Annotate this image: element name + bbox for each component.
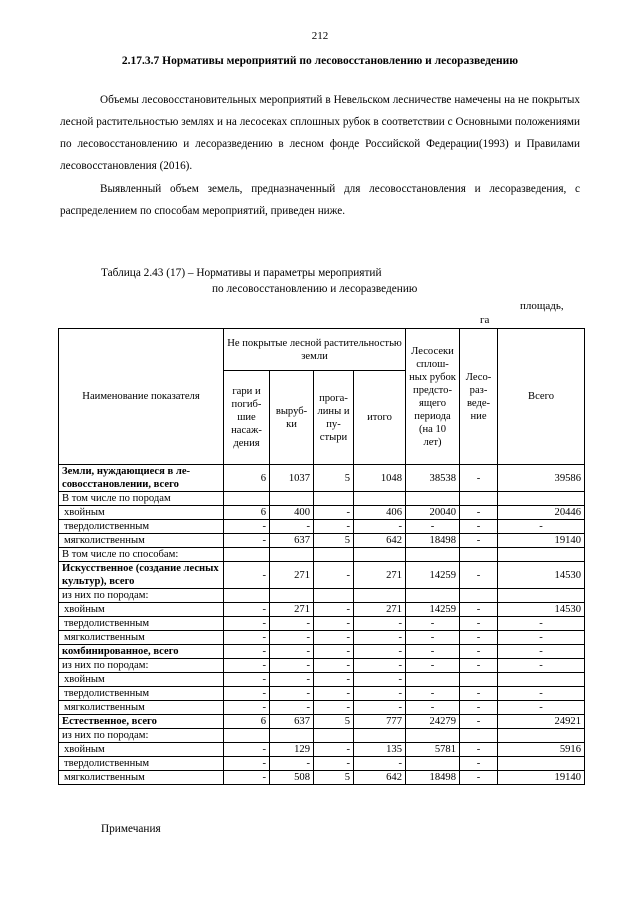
row-cell: - — [406, 687, 460, 701]
row-cell — [224, 729, 270, 743]
row-cell: 1037 — [270, 465, 314, 492]
row-cell: - — [498, 645, 585, 659]
row-label: В том числе по породам — [59, 492, 224, 506]
row-cell: - — [460, 715, 498, 729]
row-label: хвойным — [59, 603, 224, 617]
row-cell: - — [270, 687, 314, 701]
row-cell: - — [224, 631, 270, 645]
row-label: из них по породам: — [59, 729, 224, 743]
row-cell: - — [224, 603, 270, 617]
row-cell: 20040 — [406, 506, 460, 520]
row-cell: 400 — [270, 506, 314, 520]
row-cell: - — [460, 617, 498, 631]
table-row — [59, 701, 585, 715]
row-cell: - — [498, 687, 585, 701]
row-cell: - — [314, 562, 354, 589]
row-cell: - — [314, 645, 354, 659]
row-cell: 5 — [314, 715, 354, 729]
table-row — [59, 534, 585, 548]
row-cell: 271 — [270, 603, 314, 617]
header-subtotal: итого — [354, 371, 406, 465]
row-cell: - — [460, 631, 498, 645]
row-cell — [460, 589, 498, 603]
table-row — [59, 562, 585, 589]
row-cell: - — [460, 506, 498, 520]
row-cell: - — [460, 603, 498, 617]
row-cell: 14259 — [406, 603, 460, 617]
row-label: Искусственное (создание лесных культур), всего — [59, 562, 224, 589]
row-cell: - — [314, 757, 354, 771]
row-cell — [406, 729, 460, 743]
row-cell: 271 — [270, 562, 314, 589]
table-row — [59, 465, 585, 492]
table-caption-line-1: Таблица 2.43 (17) – Нормативы и параметры мероприятий — [101, 267, 382, 279]
row-cell — [498, 673, 585, 687]
row-label: комбинированное, всего — [59, 645, 224, 659]
row-label: твердолиственным — [59, 520, 224, 534]
table-row — [59, 771, 585, 785]
row-cell: - — [460, 534, 498, 548]
row-cell: - — [224, 562, 270, 589]
row-cell: - — [270, 645, 314, 659]
row-cell: 19140 — [498, 771, 585, 785]
row-cell: - — [224, 659, 270, 673]
row-cell — [460, 729, 498, 743]
row-cell: - — [270, 701, 314, 715]
row-cell — [314, 492, 354, 506]
row-cell — [270, 589, 314, 603]
row-cell: - — [270, 617, 314, 631]
row-cell: 129 — [270, 743, 314, 757]
row-cell: - — [354, 701, 406, 715]
row-cell: - — [270, 673, 314, 687]
row-cell: - — [354, 631, 406, 645]
row-cell: - — [460, 645, 498, 659]
row-cell — [224, 492, 270, 506]
table-row — [59, 645, 585, 659]
row-cell — [406, 673, 460, 687]
table-row — [59, 659, 585, 673]
row-cell — [460, 492, 498, 506]
table-row — [59, 492, 585, 506]
row-cell: 24921 — [498, 715, 585, 729]
row-cell: - — [270, 757, 314, 771]
row-cell: 38538 — [406, 465, 460, 492]
row-cell: - — [314, 659, 354, 673]
row-cell: - — [270, 631, 314, 645]
header-glades: прога-лины и пу-стыри — [314, 371, 354, 465]
row-cell: 14530 — [498, 603, 585, 617]
row-cell — [498, 492, 585, 506]
row-label: твердолиственным — [59, 687, 224, 701]
row-cell: 5 — [314, 465, 354, 492]
row-cell: - — [224, 617, 270, 631]
row-cell: - — [460, 701, 498, 715]
row-cell: 5916 — [498, 743, 585, 757]
page-number: 212 — [311, 30, 329, 42]
row-cell — [314, 548, 354, 562]
row-label: твердолиственным — [59, 757, 224, 771]
table-row — [59, 631, 585, 645]
table-caption-line-2: по лесовосстановлению и лесоразведению — [212, 283, 418, 295]
row-cell: - — [314, 617, 354, 631]
row-label: хвойным — [59, 506, 224, 520]
row-cell — [406, 757, 460, 771]
table-row — [59, 520, 585, 534]
header-name: Наименование показателя — [59, 329, 224, 465]
row-cell: 5781 — [406, 743, 460, 757]
row-label: мягколиственным — [59, 631, 224, 645]
row-cell: 6 — [224, 715, 270, 729]
notes-label: Примечания — [101, 823, 161, 835]
row-cell: 1048 — [354, 465, 406, 492]
header-clearings: выруб-ки — [270, 371, 314, 465]
row-label: мягколиственным — [59, 701, 224, 715]
row-cell: - — [354, 687, 406, 701]
row-cell: - — [498, 617, 585, 631]
row-cell: - — [224, 520, 270, 534]
header-burnt: гари и погиб-шие насаж-дения — [224, 371, 270, 465]
row-label: из них по породам: — [59, 659, 224, 673]
header-cuttings: Лесосеки сплош-ных рубок предсто-ящего периода (на 10 лет) — [406, 329, 460, 465]
row-cell — [354, 729, 406, 743]
row-cell — [354, 492, 406, 506]
row-cell: 637 — [270, 534, 314, 548]
row-cell: 18498 — [406, 771, 460, 785]
row-cell: - — [406, 645, 460, 659]
row-cell: 135 — [354, 743, 406, 757]
table-row — [59, 506, 585, 520]
row-cell: 14259 — [406, 562, 460, 589]
row-cell: - — [354, 645, 406, 659]
row-cell: - — [460, 687, 498, 701]
row-cell — [270, 729, 314, 743]
row-cell — [354, 589, 406, 603]
table-row — [59, 743, 585, 757]
row-label: Естественное, всего — [59, 715, 224, 729]
row-cell — [498, 757, 585, 771]
row-cell: - — [498, 631, 585, 645]
row-cell: - — [406, 617, 460, 631]
row-cell: - — [354, 617, 406, 631]
paragraph-2: Выявленный объем земель, предназначенный для лесовосстановления и лесоразведения, с распределением по способам мероприятий, приведен ниже. — [60, 183, 580, 217]
table-row — [59, 729, 585, 743]
row-cell: - — [270, 659, 314, 673]
row-cell: - — [314, 603, 354, 617]
row-cell: 642 — [354, 771, 406, 785]
row-cell — [314, 729, 354, 743]
row-cell: - — [498, 701, 585, 715]
table-row — [59, 548, 585, 562]
row-cell: - — [354, 757, 406, 771]
row-cell: - — [406, 631, 460, 645]
row-cell: - — [314, 701, 354, 715]
row-cell: - — [498, 659, 585, 673]
row-cell — [354, 548, 406, 562]
row-cell: 6 — [224, 465, 270, 492]
table-body — [59, 465, 585, 785]
row-cell — [270, 548, 314, 562]
row-cell: - — [354, 520, 406, 534]
row-cell: 5 — [314, 771, 354, 785]
row-cell: - — [460, 562, 498, 589]
row-cell — [314, 589, 354, 603]
row-cell: - — [224, 743, 270, 757]
row-cell: - — [498, 520, 585, 534]
row-cell: 5 — [314, 534, 354, 548]
row-cell: - — [314, 743, 354, 757]
paragraph-1: Объемы лесовосстановительных мероприятий в Невельском лесничестве намечены на не покрытых лесной растительностью землях и на лесосеках сплошных рубок в соответствии с Основными положениями по лесовосстановлению и лесоразведению в лесном фонде Российской Федерации(1993) и Правилами лесовосстановления (2016). — [60, 94, 580, 172]
row-cell: 14530 — [498, 562, 585, 589]
table-row — [59, 715, 585, 729]
table-row — [59, 617, 585, 631]
row-cell — [406, 548, 460, 562]
row-cell: 637 — [270, 715, 314, 729]
row-cell: 19140 — [498, 534, 585, 548]
row-cell: 271 — [354, 562, 406, 589]
row-cell: - — [224, 701, 270, 715]
row-cell: 18498 — [406, 534, 460, 548]
norms-table — [58, 328, 585, 785]
row-cell — [270, 492, 314, 506]
row-label: мягколиственным — [59, 534, 224, 548]
table-row — [59, 673, 585, 687]
row-cell: - — [460, 743, 498, 757]
row-cell — [224, 589, 270, 603]
header-uncovered-lands: Не покрытые лесной растительностью земли — [224, 329, 406, 371]
row-label: из них по породам: — [59, 589, 224, 603]
row-cell: - — [406, 659, 460, 673]
row-cell: - — [460, 659, 498, 673]
row-cell: - — [314, 687, 354, 701]
row-label: хвойным — [59, 743, 224, 757]
row-cell — [498, 589, 585, 603]
row-cell — [460, 548, 498, 562]
row-cell: - — [314, 520, 354, 534]
table-row — [59, 757, 585, 771]
row-label: хвойным — [59, 673, 224, 687]
row-cell — [498, 548, 585, 562]
table-unit-line-2: га — [480, 314, 490, 326]
section-heading: 2.17.3.7 Нормативы мероприятий по лесовосстановлению и лесоразведению — [121, 55, 519, 67]
row-cell: - — [314, 673, 354, 687]
row-cell — [406, 492, 460, 506]
row-cell — [460, 673, 498, 687]
row-cell: - — [460, 757, 498, 771]
row-cell: - — [354, 659, 406, 673]
table-row — [59, 687, 585, 701]
row-cell: - — [224, 645, 270, 659]
row-cell: - — [460, 465, 498, 492]
row-cell: 271 — [354, 603, 406, 617]
row-cell: - — [460, 520, 498, 534]
row-cell: - — [314, 631, 354, 645]
row-cell: 642 — [354, 534, 406, 548]
row-cell: 39586 — [498, 465, 585, 492]
row-cell: 24279 — [406, 715, 460, 729]
row-cell: - — [460, 771, 498, 785]
row-cell: - — [224, 757, 270, 771]
row-cell: - — [224, 673, 270, 687]
row-cell: - — [406, 520, 460, 534]
row-cell — [406, 589, 460, 603]
row-cell: - — [314, 506, 354, 520]
row-cell: 20446 — [498, 506, 585, 520]
row-cell: - — [224, 534, 270, 548]
row-label: Земли, нуждающиеся в ле-совосстановлении, всего — [59, 465, 224, 492]
table-row — [59, 589, 585, 603]
table-row — [59, 603, 585, 617]
row-cell — [224, 548, 270, 562]
row-cell: - — [406, 701, 460, 715]
row-label: мягколиственным — [59, 771, 224, 785]
row-cell: - — [224, 687, 270, 701]
row-label: твердолиственным — [59, 617, 224, 631]
row-cell: 777 — [354, 715, 406, 729]
header-afforestation: Лесо-раз-веде-ние — [460, 329, 498, 465]
row-cell: - — [270, 520, 314, 534]
row-cell: 406 — [354, 506, 406, 520]
row-cell: - — [224, 771, 270, 785]
row-cell: 6 — [224, 506, 270, 520]
row-cell — [498, 729, 585, 743]
row-cell: 508 — [270, 771, 314, 785]
table-unit-line-1: площадь, — [520, 300, 564, 312]
row-cell: - — [354, 673, 406, 687]
header-total: Всего — [498, 329, 585, 465]
row-label: В том числе по способам: — [59, 548, 224, 562]
